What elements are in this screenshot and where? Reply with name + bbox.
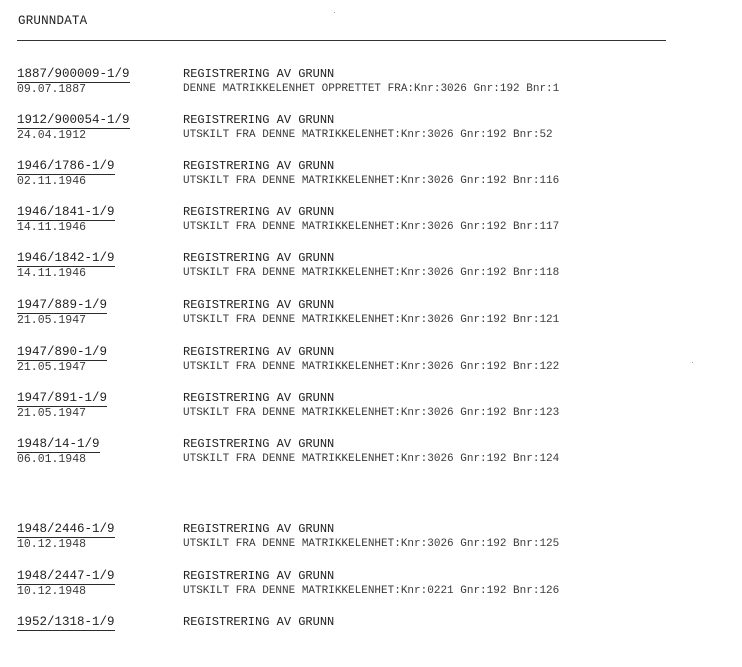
entry-reference: 1946/1841-1/9 bbox=[17, 205, 115, 219]
entry-heading: REGISTRERING AV GRUNN bbox=[183, 67, 335, 81]
entry-date: 02.11.1946 bbox=[17, 175, 87, 188]
entry-row bbox=[0, 205, 742, 245]
entry-date: 10.12.1948 bbox=[17, 538, 87, 551]
entry-row bbox=[0, 298, 742, 338]
entry-date: 14.11.1946 bbox=[17, 267, 87, 280]
entry-heading: REGISTRERING AV GRUNN bbox=[183, 251, 335, 265]
entry-date: 10.12.1948 bbox=[17, 585, 87, 598]
entry-reference: 1912/900054-1/9 bbox=[17, 113, 130, 127]
entry-row bbox=[0, 391, 742, 431]
entry-date: 14.11.1946 bbox=[17, 221, 87, 234]
entry-reference: 1948/2447-1/9 bbox=[17, 569, 115, 583]
entry-row bbox=[0, 159, 742, 199]
entry-date: 21.05.1947 bbox=[17, 314, 87, 327]
entry-date: 06.01.1948 bbox=[17, 453, 87, 466]
entry-heading: REGISTRERING AV GRUNN bbox=[183, 113, 335, 127]
entry-row bbox=[0, 522, 742, 562]
entry-detail: UTSKILT FRA DENNE MATRIKKELENHET:Knr:3026 Gnr:192 Bnr:121 bbox=[183, 314, 560, 326]
entry-reference: 1947/891-1/9 bbox=[17, 391, 108, 405]
entry-heading: REGISTRERING AV GRUNN bbox=[183, 437, 335, 451]
scan-speck bbox=[334, 12, 335, 13]
entry-heading: REGISTRERING AV GRUNN bbox=[183, 298, 335, 312]
entry-date: 09.07.1887 bbox=[17, 83, 87, 96]
entry-date: 21.05.1947 bbox=[17, 361, 87, 374]
entry-detail: UTSKILT FRA DENNE MATRIKKELENHET:Knr:3026 Gnr:192 Bnr:52 bbox=[183, 129, 553, 141]
entry-heading: REGISTRERING AV GRUNN bbox=[183, 522, 335, 536]
entry-detail: UTSKILT FRA DENNE MATRIKKELENHET:Knr:3026 Gnr:192 Bnr:118 bbox=[183, 267, 560, 279]
entry-reference: 1887/900009-1/9 bbox=[17, 67, 130, 81]
entry-reference: 1947/889-1/9 bbox=[17, 298, 108, 312]
entry-heading: REGISTRERING AV GRUNN bbox=[183, 205, 335, 219]
entry-row bbox=[0, 345, 742, 385]
entry-row bbox=[0, 113, 742, 153]
entry-heading: REGISTRERING AV GRUNN bbox=[183, 345, 335, 359]
entry-reference: 1946/1786-1/9 bbox=[17, 159, 115, 173]
entry-date: 21.05.1947 bbox=[17, 407, 87, 420]
entry-row bbox=[0, 67, 742, 107]
entry-reference: 1947/890-1/9 bbox=[17, 345, 108, 359]
entry-detail: UTSKILT FRA DENNE MATRIKKELENHET:Knr:3026 Gnr:192 Bnr:116 bbox=[183, 175, 560, 187]
document-title: GRUNNDATA bbox=[18, 14, 88, 28]
entry-detail: UTSKILT FRA DENNE MATRIKKELENHET:Knr:3026 Gnr:192 Bnr:122 bbox=[183, 361, 560, 373]
entry-heading: REGISTRERING AV GRUNN bbox=[183, 569, 335, 583]
entry-reference: 1946/1842-1/9 bbox=[17, 251, 115, 265]
entry-detail: DENNE MATRIKKELENHET OPPRETTET FRA:Knr:3026 Gnr:192 Bnr:1 bbox=[183, 83, 560, 95]
entry-row bbox=[0, 437, 742, 477]
entry-detail: UTSKILT FRA DENNE MATRIKKELENHET:Knr:0221 Gnr:192 Bnr:126 bbox=[183, 585, 560, 597]
entry-heading: REGISTRERING AV GRUNN bbox=[183, 615, 335, 629]
entry-row bbox=[0, 615, 742, 655]
entry-heading: REGISTRERING AV GRUNN bbox=[183, 159, 335, 173]
entry-reference: 1948/2446-1/9 bbox=[17, 522, 115, 536]
entry-detail: UTSKILT FRA DENNE MATRIKKELENHET:Knr:3026 Gnr:192 Bnr:123 bbox=[183, 407, 560, 419]
entry-heading: REGISTRERING AV GRUNN bbox=[183, 391, 335, 405]
entry-reference: 1952/1318-1/9 bbox=[17, 615, 115, 629]
entry-reference: 1948/14-1/9 bbox=[17, 437, 100, 451]
entry-row bbox=[0, 569, 742, 609]
entry-detail: UTSKILT FRA DENNE MATRIKKELENHET:Knr:3026 Gnr:192 Bnr:125 bbox=[183, 538, 560, 550]
entry-detail: UTSKILT FRA DENNE MATRIKKELENHET:Knr:3026 Gnr:192 Bnr:117 bbox=[183, 221, 560, 233]
title-rule bbox=[17, 40, 666, 41]
entry-detail: UTSKILT FRA DENNE MATRIKKELENHET:Knr:3026 Gnr:192 Bnr:124 bbox=[183, 453, 560, 465]
entry-row bbox=[0, 251, 742, 291]
entry-date: 24.04.1912 bbox=[17, 129, 87, 142]
